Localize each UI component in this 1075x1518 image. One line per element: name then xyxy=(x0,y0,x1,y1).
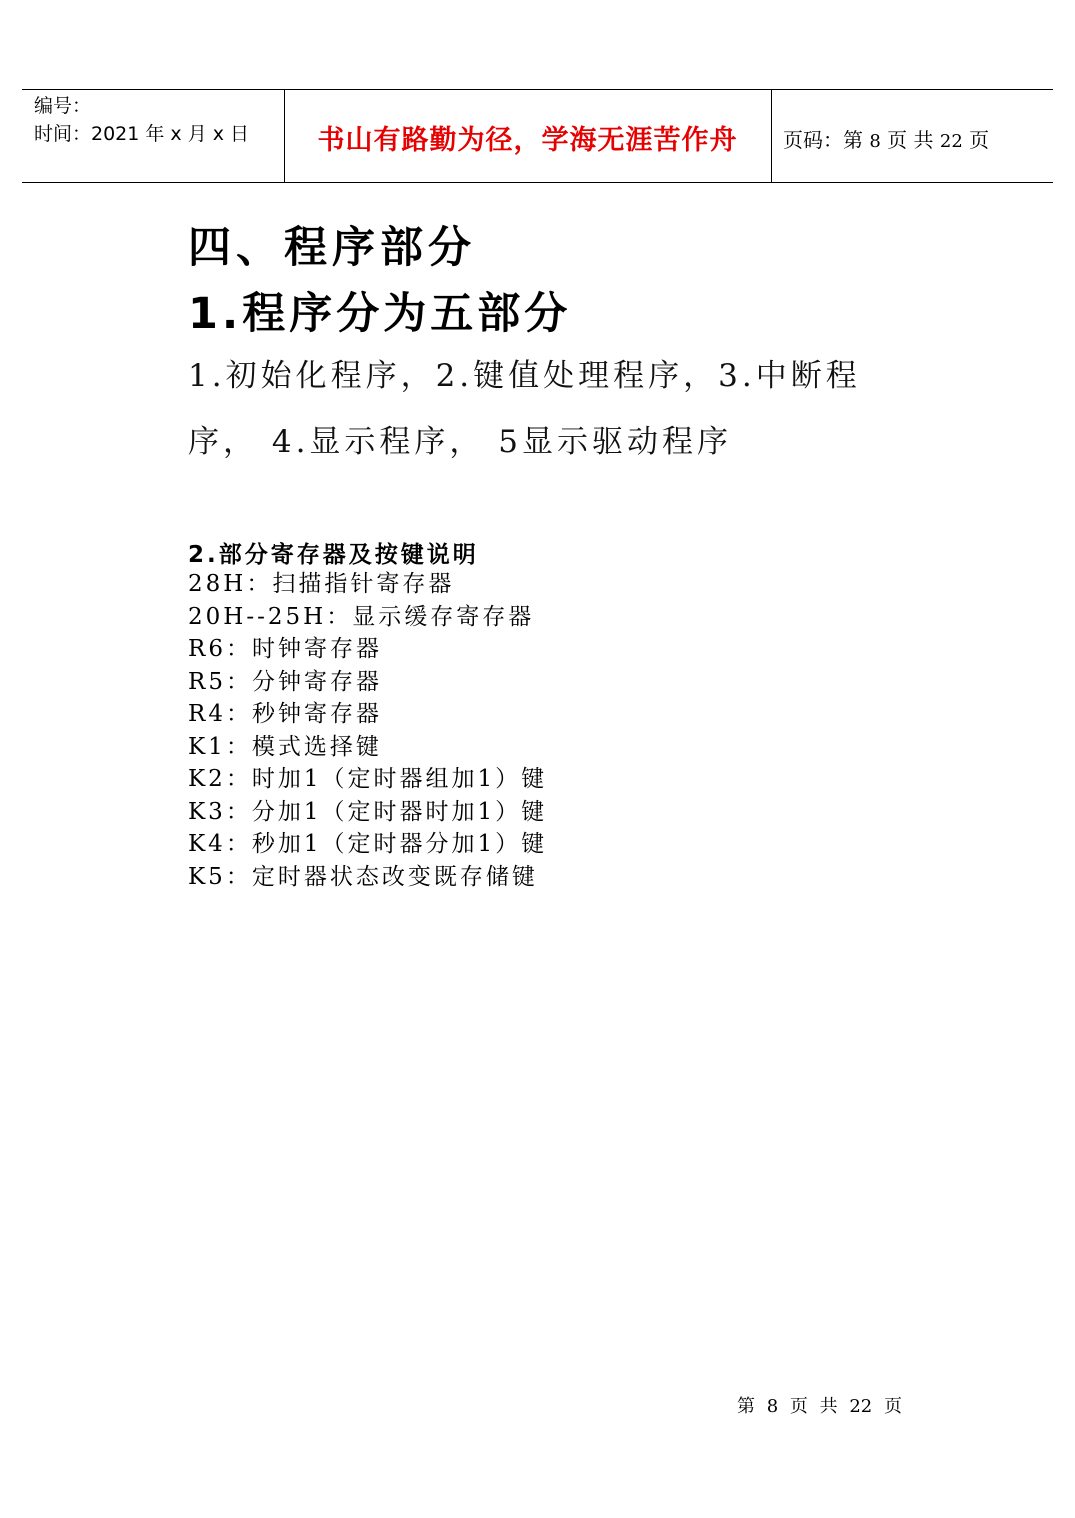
list-item: 28H：扫描指针寄存器 xyxy=(188,571,455,597)
serial-label: 编号： xyxy=(34,95,92,117)
page-mid: 页 共 xyxy=(887,128,934,152)
header-bottom-border xyxy=(22,182,1053,183)
header-divider-right xyxy=(771,89,772,182)
page-suffix: 页 xyxy=(969,128,990,152)
page-prefix: 页码：第 xyxy=(783,128,863,152)
chapter-heading: 四、程序部分 xyxy=(188,223,476,273)
header-meta xyxy=(34,92,249,148)
list-item: 20H--25H：显示缓存寄存器 xyxy=(188,603,535,630)
time-label: 时间：2021 年 x 月 x 日 xyxy=(34,123,250,145)
footer-page-number: 第 8 页 共 22 页 xyxy=(737,1396,902,1417)
page-current: 8 xyxy=(869,131,881,152)
register-list xyxy=(188,568,547,893)
list-item: K4：秒加1（定时器分加1）键 xyxy=(188,831,548,857)
list-item: R5：分钟寄存器 xyxy=(188,668,382,695)
paragraph-line-1: 1.初始化程序，2.键值处理程序，3.中断程 xyxy=(188,358,861,394)
list-item: R6：时钟寄存器 xyxy=(188,636,382,662)
subsection-heading: 1.程序分为五部分 xyxy=(188,289,572,339)
list-item: K5：定时器状态改变既存储键 xyxy=(188,863,538,890)
list-item: R4：秒钟寄存器 xyxy=(188,701,382,727)
page-total: 22 xyxy=(939,131,963,152)
paragraph-line-2: 序， 4.显示程序， 5显示驱动程序 xyxy=(188,424,733,460)
header-motto: 书山有路勤为径，学海无涯苦作舟 xyxy=(317,125,738,156)
header-page-number xyxy=(783,124,989,153)
list-item: K3：分加1（定时器时加1）键 xyxy=(188,798,548,825)
section-title: 2.部分寄存器及按键说明 xyxy=(188,542,479,568)
list-item: K2：时加1（定时器组加1）键 xyxy=(188,766,548,792)
header-top-border xyxy=(22,89,1053,90)
list-item: K1：模式选择键 xyxy=(188,733,382,760)
